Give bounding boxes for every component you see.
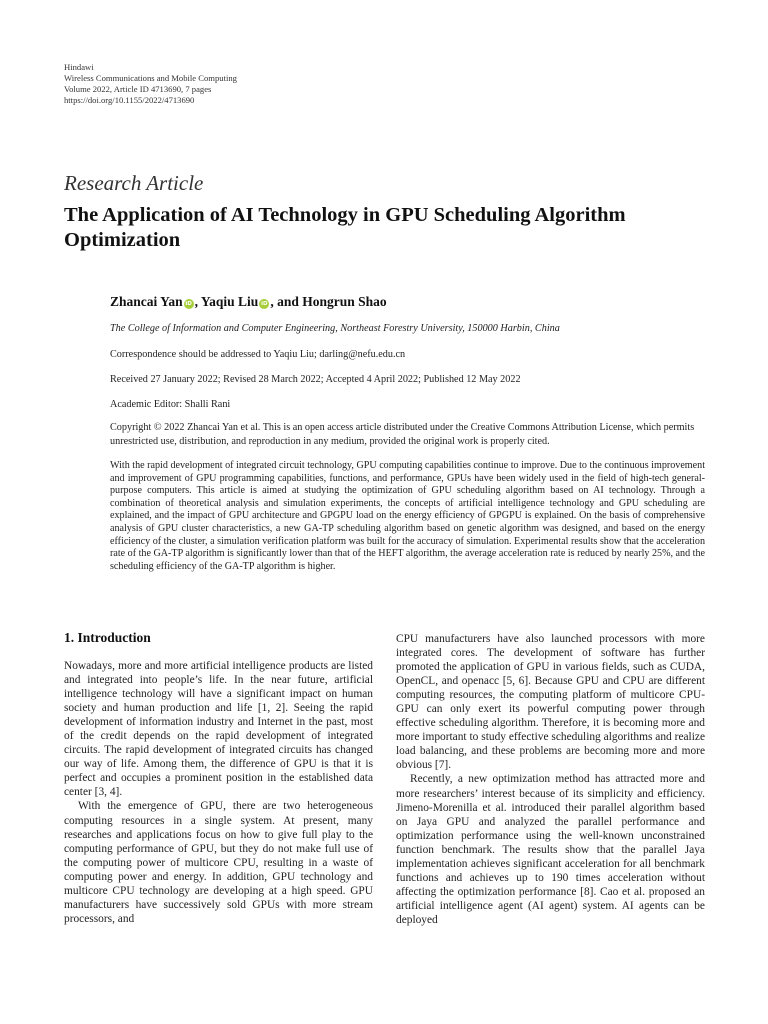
author-name: Zhancai Yan: [110, 294, 183, 309]
author-name: Yaqiu Liu: [200, 294, 259, 309]
affiliation: The College of Information and Computer Engineering, Northeast Forestry University, 150000 Harbin, China: [110, 323, 560, 334]
body-paragraph: CPU manufacturers have also launched processors with more integrated cores. The development of software has further promoted the application of GPU in various fields, such as CUDA, OpenCL, and openacc [5, 6]. Because GPU and CPU are different computing resources, the computing platform of multicore CPU-GPU can only exert its powerful computing power through effective scheduling algorithm. Therefore, it is becoming more and more important to study effective scheduling algorithms and realize load balancing, and these problems are becoming more and more obvious [7].: [396, 633, 705, 772]
orcid-icon[interactable]: iD: [185, 301, 192, 307]
publication-dates: Received 27 January 2022; Revised 28 March 2022; Accepted 4 April 2022; Published 12 May 2022: [110, 374, 521, 385]
abstract: With the rapid development of integrated circuit technology, GPU computing capabilities continue to improve. Due to the continuous improvement and improvement of GPU programming capabilities, functions, and performance, GPUs have been widely used in the field of high-tech general-purpose computers. This article is aimed at studying the optimization of GPU scheduling algorithm based on AI technology. Through a combination of theoretical analysis and simulation experiments, the concepts of artificial intelligence technology and GPU scheduling are explained, and the impact of GPU architecture and GPGPU load on the energy efficiency of GPGPU is explained. On the basis of comprehensive analysis of GPU cluster characteristics, a new GA-TP scheduling algorithm based on genetic algorithm was designed, and based on the energy efficiency of the cluster, a simulation verification platform was built for the accuracy of simulation. Experimental results show that the acceleration rate of the GA-TP algorithm is significantly lower than that of the HEFT algorithm, the average acceleration rate is reduced by nearly 25%, and the scheduling efficiency of the GA-TP algorithm is higher.: [110, 460, 705, 572]
paper-title: The Application of AI Technology in GPU Scheduling Algorithm Optimization: [64, 204, 626, 251]
correspondence: Correspondence should be addressed to Yaqiu Liu; darling@nefu.edu.cn: [110, 349, 406, 360]
author-name: Hongrun Shao: [302, 294, 387, 309]
volume-line: Volume 2022, Article ID 4713690, 7 pages: [64, 84, 212, 94]
journal-name: Wireless Communications and Mobile Computing: [64, 73, 237, 83]
body-paragraph: With the emergence of GPU, there are two heterogeneous computing resources in a single system. At present, many researches and applications focus on how to give full play to the computing performance of GPU, but they do not make full use of the computing power of multicore CPU, resulting in a waste of computing power and energy. In addition, GPU technology and multicore CPU technology are developing at a high speed. GPU manufacturers have successively sold GPUs with more stream processors, and: [64, 800, 373, 925]
academic-editor: Academic Editor: Shalli Rani: [110, 399, 231, 410]
author-separator: , and: [270, 294, 303, 309]
publisher-name: Hindawi: [64, 62, 94, 72]
left-column: [64, 659, 373, 926]
orcid-icon[interactable]: iD: [261, 301, 268, 307]
body-paragraph: Nowadays, more and more artificial intelligence products are listed and integrated into people’s life. In the near future, artificial intelligence technology will have a significant impact on human society and human production and life [1, 2]. Seeing the rapid development of information industry and Internet in the past, most of the credit depends on the rapid development of integrated circuits. The rapid development of integrated circuits has changed our way of life. Among them, the difference of GPU is that it is perfect and occupies a prominent position in the established data center [3, 4].: [64, 660, 373, 799]
article-type: Research Article: [64, 171, 204, 195]
body-paragraph: Recently, a new optimization method has attracted more and more researchers’ interest because of its simplicity and efficiency. Jimeno-Morenilla et al. introduced their parallel algorithm based on Jaya GPU and analyzed the parallel performance and optimization performance using the well-known unconstrained function benchmark. The results show that the parallel Jaya implementation achieves significant acceleration for all benchmark functions and achieves up to 190 times acceleration without affecting the optimization performance [8]. Cao et al. proposed an artificial intelligence agent (AI agent) system. AI agents can be deployed: [396, 773, 705, 926]
author-separator: ,: [194, 294, 201, 309]
right-column: [396, 632, 705, 927]
copyright-notice: Copyright © 2022 Zhancai Yan et al. This is an open access article distributed under the Creative Commons Attribution License, which permits unrestricted use, distribution, and reproduction in any medium, provided the original work is properly cited.: [110, 422, 695, 447]
author-list: [110, 294, 387, 310]
journal-header: [64, 62, 237, 106]
doi-link[interactable]: https://doi.org/10.1155/2022/4713690: [64, 95, 195, 105]
section-heading: 1. Introduction: [64, 630, 151, 645]
